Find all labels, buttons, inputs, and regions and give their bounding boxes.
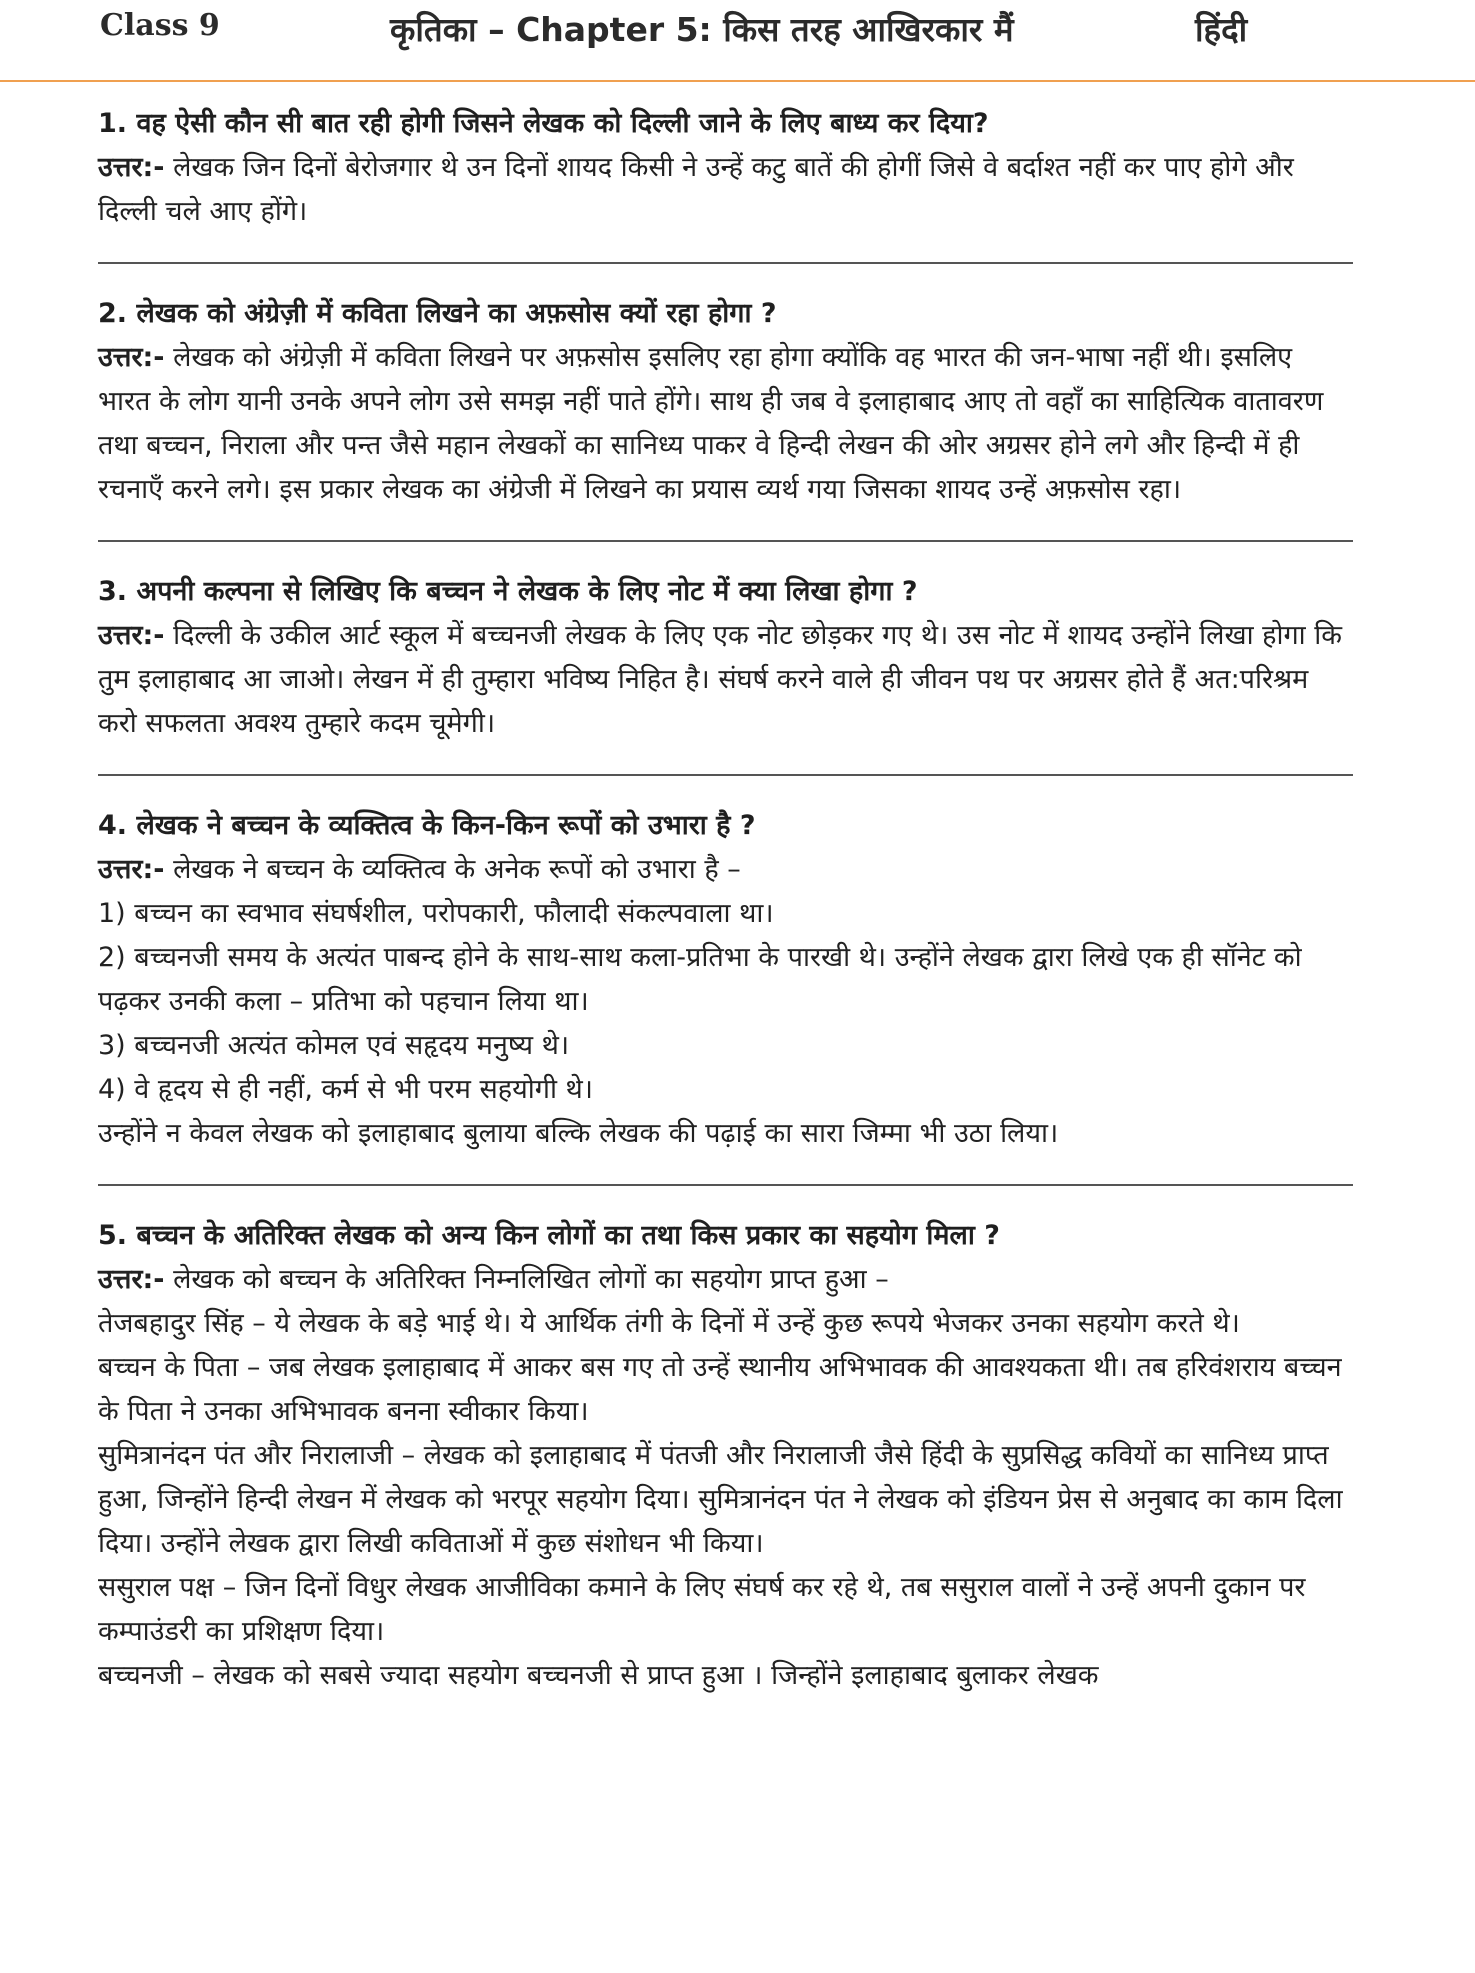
answer-point: बच्चन के पिता – जब लेखक इलाहाबाद में आकर बस गए तो उन्हें स्थानीय अभिभावक की आवश्यकता थी। तब हरिवंशराय बच्चन के पिता ने उनका अभिभावक बनना स्वीकार किया। [98, 1352, 1342, 1427]
answer-label: उत्तर:- [98, 620, 165, 651]
answer-text [98, 848, 1353, 892]
answer-point: ससुराल पक्ष – जिन दिनों विधुर लेखक आजीविका कमाने के लिए संघर्ष कर रहे थे, तब ससुराल वालों ने उन्हें अपनी दुकान पर कम्पाउंडरी का प्रशिक्षण दिया। [98, 1572, 1306, 1647]
question-text: 1. वह ऐसी कौन सी बात रही होगी जिसने लेखक को दिल्ली जाने के लिए बाध्य कर दिया? [98, 108, 989, 139]
answer-point: उन्होंने न केवल लेखक को इलाहाबाद बुलाया बल्कि लेखक की पढ़ाई का सारा जिम्मा भी उठा लिया। [98, 1118, 1059, 1149]
answer-body: लेखक को बच्चन के अतिरिक्त निम्नलिखित लोगों का सहयोग प्राप्त हुआ – [173, 1264, 889, 1295]
answer-body: लेखक ने बच्चन के व्यक्तित्व के अनेक रूपों को उभारा है – [173, 854, 741, 885]
question-text: 5. बच्चन के अतिरिक्त लेखक को अन्य किन लोगों का तथा किस प्रकार का सहयोग मिला ? [98, 1220, 1000, 1251]
answer-label: उत्तर:- [98, 152, 165, 183]
qa-content [98, 102, 1353, 1698]
answer-text [98, 1258, 1353, 1302]
answer-body: लेखक को अंग्रेज़ी में कविता लिखने पर अफ़सोस इसलिए रहा होगा क्योंकि वह भारत की जन-भाषा नहीं थी। इसलिए भारत के लोग यानी उनके अपने लोग उसे समझ नहीं पाते होंगे। साथ ही जब वे इलाहाबाद आए तो वहाँ का साहित्यिक वातावरण तथा बच्चन, निराला और पन्त जैसे महान लेखकों का सानिध्य पाकर वे हिन्दी लेखन की ओर अग्रसर होने लगे और हिन्दी में ही रचनाएँ करने लगे। इस प्रकार लेखक का अंग्रेजी में लिखने का प्रयास व्यर्थ गया जिसका शायद उन्हें अफ़सोस रहा। [98, 342, 1324, 505]
answer-body: लेखक जिन दिनों बेरोजगार थे उन दिनों शायद किसी ने उन्हें कटु बातें की होगीं जिसे वे बर्दाश्त नहीं कर पाए होगे और दिल्ली चले आए होंगे। [98, 152, 1294, 227]
answer-label: उत्तर:- [98, 1264, 165, 1295]
divider [98, 774, 1353, 776]
answer-point: 1) बच्चन का स्वभाव संघर्षशील, परोपकारी, फौलादी संकल्पवाला था। [98, 898, 774, 929]
answer-point: तेजबहादुर सिंह – ये लेखक के बड़े भाई थे। ये आर्थिक तंगी के दिनों में उन्हें कुछ रूपये भेजकर उनका सहयोग करते थे। [98, 1308, 1240, 1339]
answer-text [98, 336, 1353, 512]
answer-point: 4) वे हृदय से ही नहीं, कर्म से भी परम सहयोगी थे। [98, 1074, 594, 1105]
answer-label: उत्तर:- [98, 854, 165, 885]
answer-body: दिल्ली के उकील आर्ट स्कूल में बच्चनजी लेखक के लिए एक नोट छोड़कर गए थे। उस नोट में शायद उन्होंने लिखा होगा कि तुम इलाहाबाद आ जाओ। लेखन में ही तुम्हारा भविष्य निहित है। संघर्ष करने वाले ही जीवन पथ पर अग्रसर होते हैं अत:परिश्रम करो सफलता अवश्य तुम्हारे कदम चूमेगी। [98, 620, 1342, 739]
answer-point: बच्चनजी – लेखक को सबसे ज्यादा सहयोग बच्चनजी से प्राप्त हुआ । जिन्होंने इलाहाबाद बुलाकर लेखक [98, 1660, 1099, 1691]
qa-item-3 [98, 570, 1353, 746]
answer-text [98, 146, 1353, 234]
question-text: 3. अपनी कल्पना से लिखिए कि बच्चन ने लेखक के लिए नोट में क्या लिखा होगा ? [98, 576, 918, 607]
divider [98, 262, 1353, 264]
answer-point: सुमित्रानंदन पंत और निरालाजी – लेखक को इलाहाबाद में पंतजी और निरालाजी जैसे हिंदी के सुप्रसिद्ध कवियों का सानिध्य प्राप्त हुआ, जिन्होंने हिन्दी लेखन में लेखक को भरपूर सहयोग दिया। सुमित्रानंदन पंत ने लेखक को इंडियन प्रेस से अनुबाद का काम दिला दिया। उन्होंने लेखक द्वारा लिखी कविताओं में कुछ संशोधन भी किया। [98, 1440, 1343, 1559]
chapter-title: कृतिका – Chapter 5: किस तरह आखिरकार मैं [390, 10, 1014, 49]
question-text: 2. लेखक को अंग्रेज़ी में कविता लिखने का अफ़सोस क्यों रहा होगा ? [98, 298, 777, 329]
qa-item-5 [98, 1214, 1353, 1698]
answer-text [98, 614, 1353, 746]
page-header [0, 0, 1475, 82]
answer-label: उत्तर:- [98, 342, 165, 373]
answer-point: 3) बच्चनजी अत्यंत कोमल एवं सहृदय मनुष्य थे। [98, 1030, 570, 1061]
qa-item-4 [98, 804, 1353, 1156]
class-label: Class 9 [100, 8, 220, 43]
answer-point: 2) बच्चनजी समय के अत्यंत पाबन्द होने के साथ-साथ कला-प्रतिभा के पारखी थे। उन्होंने लेखक द्वारा लिखे एक ही सॉनेट को पढ़कर उनकी कला – प्रतिभा को पहचान लिया था। [98, 942, 1302, 1017]
qa-item-1 [98, 102, 1353, 234]
divider [98, 540, 1353, 542]
divider [98, 1184, 1353, 1186]
question-text: 4. लेखक ने बच्चन के व्यक्तित्व के किन-किन रूपों को उभारा है ? [98, 810, 756, 841]
qa-item-2 [98, 292, 1353, 512]
subject-label: हिंदी [1195, 10, 1248, 49]
